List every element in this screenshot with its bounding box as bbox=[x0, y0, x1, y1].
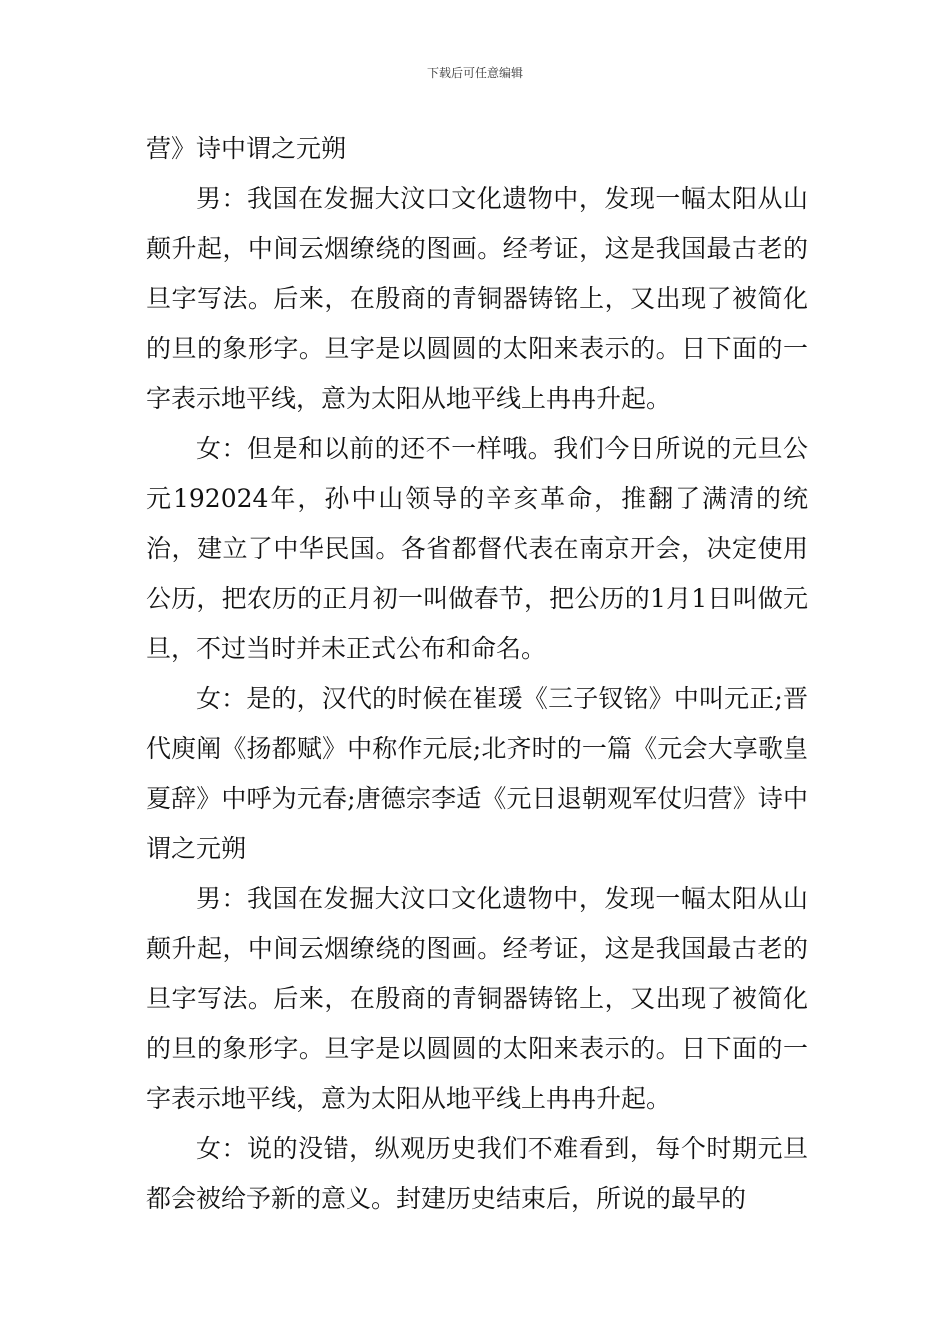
paragraph-female-new-meaning: 女：说的没错，纵观历史我们不难看到，每个时期元旦都会被给予新的意义。封建历史结束后，所说的最早的 bbox=[146, 1134, 808, 1213]
paragraph-male-dawn-character-repeat: 男：我国在发掘大汶口文化遗物中，发现一幅太阳从山颠升起，中间云烟缭绕的图画。经考证，这是我国最古老的旦字写法。后来，在殷商的青铜器铸铭上，又出现了被简化的旦的象形字。旦字是以圆圆的太阳来表示的。日下面的一字表示地平线，意为太阳从地平线上冉冉升起。 bbox=[146, 884, 808, 1113]
paragraph-male-dawn-character: 男：我国在发掘大汶口文化遗物中，发现一幅太阳从山颠升起，中间云烟缭绕的图画。经考证，这是我国最古老的旦字写法。后来，在殷商的青铜器铸铭上，又出现了被简化的旦的象形字。旦字是以圆圆的太阳来表示的。日下面的一字表示地平线，意为太阳从地平线上冉冉升起。 bbox=[146, 184, 808, 413]
header-note: 下载后可任意编辑 bbox=[426, 66, 523, 80]
paragraph-female-historical-names: 女：是的，汉代的时候在崔瑗《三子钗铭》中叫元正;晋代庾阐《扬都赋》中称作元辰;北齐时的一篇《元会大享歌皇夏辞》中呼为元春;唐德宗李适《元日退朝观军仗归营》诗中谓之元朔 bbox=[146, 684, 808, 863]
paragraph-female-republic: 女：但是和以前的还不一样哦。我们今日所说的元旦公元192024年，孙中山领导的辛亥革命，推翻了满清的统治，建立了中华民国。各省都督代表在南京开会，决定使用公历，把农历的正月初一叫做春节，把公历的1月1日叫做元旦，不过当时并未正式公布和命名。 bbox=[146, 434, 808, 663]
paragraph-continuation: 营》诗中谓之元朔 bbox=[146, 134, 347, 163]
document-body bbox=[146, 124, 808, 1224]
